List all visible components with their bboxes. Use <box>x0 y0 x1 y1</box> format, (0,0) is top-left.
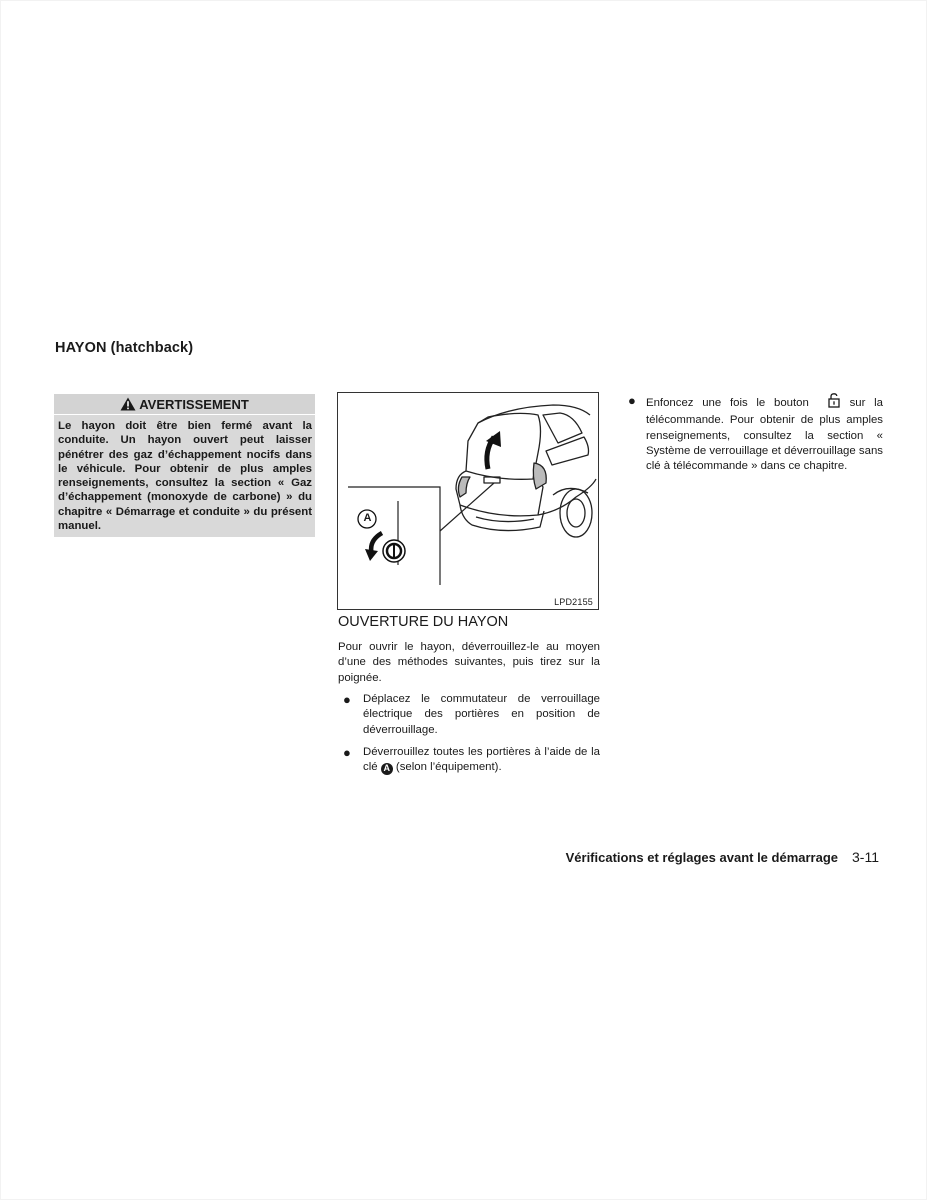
warning-header <box>54 394 315 415</box>
hatchback-drawing <box>338 393 598 609</box>
key-marker-a: A <box>381 763 393 775</box>
intro-paragraph: Pour ouvrir le hayon, déverrouillez-le au moyen d’une des méthodes suivantes, puis tirez sur la poignée. <box>338 641 600 684</box>
bullet-text <box>363 745 600 776</box>
list-item <box>343 692 600 738</box>
bullet-text-before: Enfoncez une fois le bouton <box>646 397 809 409</box>
bullet-text <box>646 393 883 474</box>
footer-chapter-title: Vérifications et réglages avant le démarrage <box>565 850 839 865</box>
bullet-text-after: (selon l’équipement). <box>395 761 502 774</box>
list-item <box>343 745 600 776</box>
figure-label-a: A <box>363 512 372 524</box>
list-item <box>628 393 883 474</box>
figure-code: LPD2155 <box>554 597 593 607</box>
unlock-button-icon <box>818 393 850 413</box>
bullet-text: Déplacez le commutateur de verrouillage électrique des portières en position de déverrouillage. <box>363 693 600 736</box>
bullet-text-before: Déverrouillez toutes les portières à l’aide de la clé <box>363 746 600 774</box>
section-title: HAYON (hatchback) <box>55 340 194 356</box>
page-footer <box>566 849 879 865</box>
bullet-dot: ● <box>343 745 351 760</box>
subsection-title: OUVERTURE DU HAYON <box>338 614 509 630</box>
warning-box <box>54 394 315 537</box>
warning-title: AVERTISSEMENT <box>139 396 249 412</box>
warning-body: Le hayon doit être bien fermé avant la conduite. Un hayon ouvert peut laisser pénétrer des gaz d’échappement nocifs dans le véhicule. Pour obtenir de plus amples renseignements, consultez la section « Gaz d’échappement (monoxyde de carbone) » du chapitre « Démarrage et conduite » du présent manuel. <box>58 420 312 533</box>
bullet-dot: ● <box>343 692 351 707</box>
hatchback-illustration <box>337 392 599 610</box>
bullet-dot: ● <box>628 393 636 408</box>
page-number: 3-11 <box>852 849 879 865</box>
warning-triangle-icon <box>120 397 136 411</box>
bullet-text-after: sur la télécommande. Pour obtenir de plus amples renseignements, consultez la section « Système de verrouillage et déverrouillage sans clé à télécommande » dans ce chapitre. <box>646 397 883 473</box>
